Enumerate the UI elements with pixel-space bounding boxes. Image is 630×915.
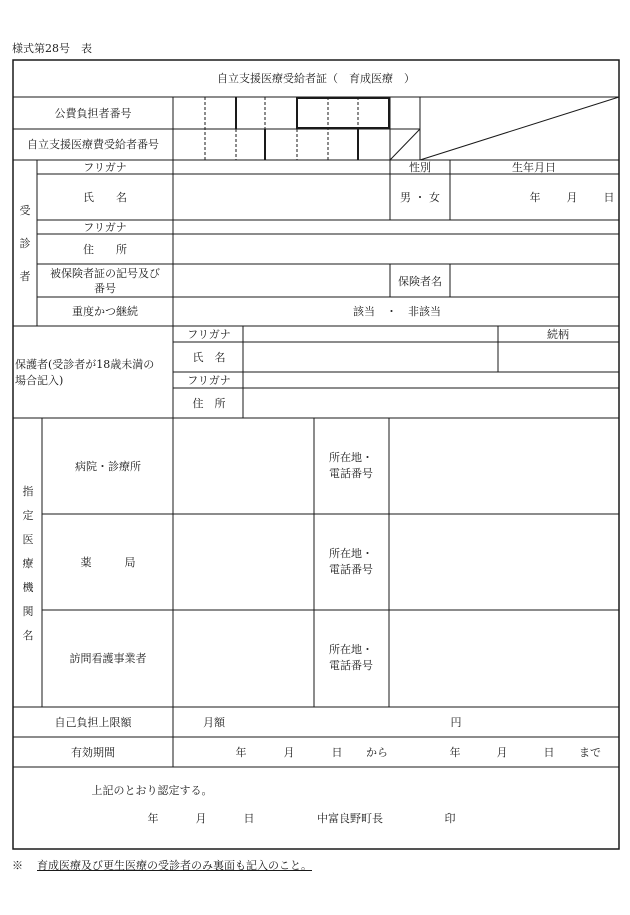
- birth-year: 年: [529, 191, 541, 204]
- home-nursing-label: 訪問看護事業者: [69, 652, 147, 665]
- institution-side-label-1: 指: [22, 485, 34, 498]
- severe-continuous-label: 重度かつ継続: [72, 305, 138, 318]
- institution-side-label-2: 定: [22, 509, 34, 522]
- yen-label: 円: [450, 716, 462, 729]
- institution-side-label-4: 療: [22, 557, 34, 570]
- copay-limit-label: 自己負担上限額: [54, 716, 132, 729]
- recipient-number-label: 自立支援医療費受給者番号: [27, 138, 159, 151]
- form-grid: [13, 60, 619, 849]
- validity-to-day: 日: [543, 746, 555, 759]
- insurance-number-label-line2: 番号: [94, 282, 116, 295]
- mayor-title: 中富良野町長: [317, 812, 383, 825]
- validity-from-month: 月: [283, 746, 295, 759]
- hospital-location-label-line1: 所在地・: [329, 451, 373, 464]
- insurer-name-label: 保険者名: [398, 275, 442, 288]
- guardian-label-line1: 保護者(受診者が18歳未満の: [15, 358, 155, 371]
- birth-month: 月: [566, 191, 578, 204]
- guardian-label-line2: 場合記入): [15, 374, 64, 387]
- monthly-label: 月額: [203, 716, 225, 729]
- seal-mark: 印: [444, 812, 456, 825]
- nursing-location-label-line2: 電話番号: [329, 659, 373, 672]
- validity-to-year: 年: [449, 746, 461, 759]
- validity-period-label: 有効期間: [71, 746, 115, 759]
- institution-side-label-6: 関: [22, 605, 34, 618]
- guardian-name-label: 氏 名: [192, 351, 226, 364]
- patient-side-label-1: 受: [19, 204, 31, 217]
- hospital-location-label-line2: 電話番号: [329, 467, 373, 480]
- patient-address-label: 住 所: [83, 243, 127, 256]
- institution-side-label-5: 機: [22, 581, 34, 594]
- relation-label: 続柄: [547, 328, 569, 341]
- form-title: 自立支援医療受給者証（ 育成医療 ）: [217, 72, 415, 85]
- cert-year: 年: [147, 812, 159, 825]
- certification-statement: 上記のとおり認定する。: [91, 784, 213, 797]
- public-burden-number-label: 公費負担者番号: [54, 107, 132, 120]
- cert-month: 月: [195, 812, 207, 825]
- patient-name-label: 氏 名: [83, 191, 127, 204]
- pharmacy-location-label-line2: 電話番号: [329, 563, 373, 576]
- severe-continuous-options: 該当 ・ 非該当: [353, 305, 441, 318]
- guardian-address-label: 住 所: [192, 397, 226, 410]
- guardian-address-furigana-label: フリガナ: [187, 374, 231, 387]
- validity-from-day: 日: [331, 746, 343, 759]
- nursing-location-label-line1: 所在地・: [329, 643, 373, 656]
- hospital-clinic-label: 病院・診療所: [75, 460, 141, 473]
- validity-until-label: まで: [579, 746, 601, 759]
- footnote-mark: ※: [12, 859, 23, 872]
- pharmacy-location-label-line1: 所在地・: [329, 547, 373, 560]
- cert-day: 日: [243, 812, 255, 825]
- patient-side-label-3: 者: [19, 270, 31, 283]
- birth-day: 日: [603, 191, 615, 204]
- footnote-text: 育成医療及び更生医療の受診者のみ裏面も記入のこと。: [37, 859, 312, 872]
- guardian-furigana-label: フリガナ: [187, 328, 231, 341]
- institution-side-label-3: 医: [22, 533, 34, 546]
- validity-from-year: 年: [235, 746, 247, 759]
- form-number: 様式第28号 表: [12, 42, 92, 55]
- institution-side-label-7: 名: [22, 629, 34, 642]
- patient-furigana-label: フリガナ: [83, 161, 127, 174]
- pharmacy-label: 薬 局: [80, 556, 136, 569]
- patient-side-label-2: 診: [19, 237, 31, 250]
- birthdate-header: 生年月日: [512, 161, 556, 174]
- outer-frame: [13, 60, 619, 849]
- address-furigana-label: フリガナ: [83, 221, 127, 234]
- footnote: [12, 857, 312, 873]
- insurance-number-label-line1: 被保険者証の記号及び: [50, 267, 160, 280]
- sex-header: 性別: [409, 161, 431, 174]
- sex-options: 男 ・ 女: [400, 191, 440, 204]
- validity-from-label: から: [366, 746, 388, 759]
- validity-to-month: 月: [496, 746, 508, 759]
